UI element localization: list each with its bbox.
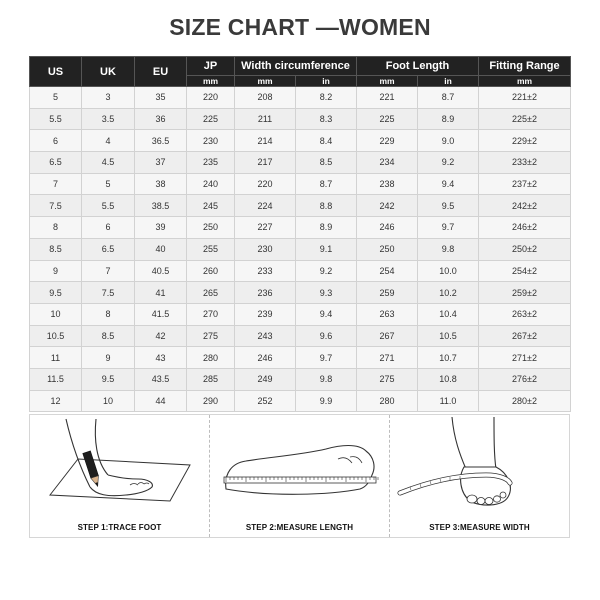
cell-foot-mm: 271: [357, 347, 418, 369]
cell-width-in: 9.1: [296, 238, 357, 260]
cell-uk: 8: [82, 303, 135, 325]
cell-width-in: 9.7: [296, 347, 357, 369]
cell-fitting-range: 254±2: [479, 260, 571, 282]
cell-width-mm: 224: [235, 195, 296, 217]
cell-eu: 44: [135, 390, 187, 412]
cell-eu: 36: [135, 108, 187, 130]
cell-foot-mm: 246: [357, 217, 418, 239]
cell-us: 8: [30, 217, 82, 239]
cell-fitting-range: 267±2: [479, 325, 571, 347]
cell-width-mm: 230: [235, 238, 296, 260]
table-row: [30, 130, 571, 152]
cell-foot-mm: 250: [357, 238, 418, 260]
table-row: [30, 238, 571, 260]
cell-us: 10.5: [30, 325, 82, 347]
header-eu: EU: [135, 57, 187, 87]
header-jp-unit: mm: [187, 76, 235, 87]
cell-width-in: 9.3: [296, 282, 357, 304]
measure-steps-panel: [29, 414, 570, 538]
cell-width-mm: 220: [235, 173, 296, 195]
cell-foot-mm: 275: [357, 368, 418, 390]
cell-jp-mm: 255: [187, 238, 235, 260]
cell-uk: 9: [82, 347, 135, 369]
cell-width-mm: 236: [235, 282, 296, 304]
table-row: [30, 260, 571, 282]
table-row: [30, 195, 571, 217]
table-row: [30, 368, 571, 390]
table-row: [30, 87, 571, 109]
cell-foot-mm: 238: [357, 173, 418, 195]
cell-foot-in: 10.8: [418, 368, 479, 390]
table-row: [30, 173, 571, 195]
header-uk: UK: [82, 57, 135, 87]
cell-foot-in: 8.9: [418, 108, 479, 130]
cell-uk: 6.5: [82, 238, 135, 260]
cell-fitting-range: 246±2: [479, 217, 571, 239]
cell-width-mm: 217: [235, 152, 296, 174]
cell-fitting-range: 276±2: [479, 368, 571, 390]
cell-us: 8.5: [30, 238, 82, 260]
cell-us: 9.5: [30, 282, 82, 304]
cell-jp-mm: 270: [187, 303, 235, 325]
cell-uk: 9.5: [82, 368, 135, 390]
cell-us: 9: [30, 260, 82, 282]
cell-width-in: 8.7: [296, 173, 357, 195]
cell-foot-in: 10.5: [418, 325, 479, 347]
table-row: [30, 152, 571, 174]
cell-eu: 41.5: [135, 303, 187, 325]
cell-foot-in: 10.4: [418, 303, 479, 325]
cell-width-in: 8.9: [296, 217, 357, 239]
cell-eu: 43.5: [135, 368, 187, 390]
cell-uk: 3: [82, 87, 135, 109]
table-row: [30, 282, 571, 304]
step-measure-length: [210, 415, 390, 537]
cell-width-in: 9.4: [296, 303, 357, 325]
cell-fitting-range: 233±2: [479, 152, 571, 174]
cell-us: 5: [30, 87, 82, 109]
cell-jp-mm: 230: [187, 130, 235, 152]
step-trace-foot: [30, 415, 210, 537]
cell-jp-mm: 235: [187, 152, 235, 174]
measure-width-icon: [390, 415, 570, 523]
cell-eu: 43: [135, 347, 187, 369]
cell-fitting-range: 229±2: [479, 130, 571, 152]
cell-width-in: 9.8: [296, 368, 357, 390]
cell-jp-mm: 225: [187, 108, 235, 130]
cell-eu: 42: [135, 325, 187, 347]
cell-eu: 38.5: [135, 195, 187, 217]
trace-foot-icon: [30, 415, 210, 523]
cell-width-mm: 252: [235, 390, 296, 412]
cell-foot-in: 10.7: [418, 347, 479, 369]
cell-jp-mm: 240: [187, 173, 235, 195]
cell-foot-mm: 259: [357, 282, 418, 304]
cell-jp-mm: 260: [187, 260, 235, 282]
table-row: [30, 108, 571, 130]
cell-foot-in: 8.7: [418, 87, 479, 109]
cell-fitting-range: 259±2: [479, 282, 571, 304]
header-width-in: in: [296, 76, 357, 87]
cell-jp-mm: 280: [187, 347, 235, 369]
table-row: [30, 390, 571, 412]
step-3-label: STEP 3:MEASURE WIDTH: [429, 523, 530, 532]
cell-uk: 4.5: [82, 152, 135, 174]
cell-width-in: 8.2: [296, 87, 357, 109]
cell-width-in: 8.3: [296, 108, 357, 130]
cell-jp-mm: 275: [187, 325, 235, 347]
cell-us: 5.5: [30, 108, 82, 130]
cell-fitting-range: 221±2: [479, 87, 571, 109]
cell-us: 10: [30, 303, 82, 325]
cell-jp-mm: 250: [187, 217, 235, 239]
cell-foot-in: 9.2: [418, 152, 479, 174]
cell-uk: 6: [82, 217, 135, 239]
table-row: [30, 217, 571, 239]
cell-uk: 8.5: [82, 325, 135, 347]
cell-eu: 39: [135, 217, 187, 239]
cell-foot-in: 9.5: [418, 195, 479, 217]
cell-foot-in: 9.8: [418, 238, 479, 260]
header-width-mm: mm: [235, 76, 296, 87]
cell-foot-in: 9.4: [418, 173, 479, 195]
cell-foot-in: 9.0: [418, 130, 479, 152]
cell-width-mm: 249: [235, 368, 296, 390]
cell-eu: 41: [135, 282, 187, 304]
measure-length-icon: [210, 415, 390, 523]
cell-foot-in: 11.0: [418, 390, 479, 412]
cell-jp-mm: 290: [187, 390, 235, 412]
cell-us: 7: [30, 173, 82, 195]
cell-foot-in: 10.2: [418, 282, 479, 304]
header-fitting-range: Fitting Range: [479, 57, 571, 76]
cell-fitting-range: 242±2: [479, 195, 571, 217]
cell-foot-in: 10.0: [418, 260, 479, 282]
page-title: SIZE CHART —WOMEN: [169, 14, 431, 40]
cell-eu: 40.5: [135, 260, 187, 282]
cell-width-mm: 214: [235, 130, 296, 152]
header-foot-in: in: [418, 76, 479, 87]
table-row: [30, 303, 571, 325]
cell-width-mm: 227: [235, 217, 296, 239]
cell-fitting-range: 237±2: [479, 173, 571, 195]
header-jp: JP: [187, 57, 235, 76]
cell-eu: 40: [135, 238, 187, 260]
step-1-label: STEP 1:TRACE FOOT: [77, 523, 162, 532]
cell-width-in: 9.9: [296, 390, 357, 412]
cell-width-mm: 233: [235, 260, 296, 282]
cell-foot-mm: 234: [357, 152, 418, 174]
cell-foot-mm: 229: [357, 130, 418, 152]
cell-width-in: 8.5: [296, 152, 357, 174]
cell-us: 11: [30, 347, 82, 369]
cell-width-mm: 239: [235, 303, 296, 325]
cell-width-mm: 243: [235, 325, 296, 347]
size-chart-table: [29, 56, 571, 412]
cell-width-in: 9.6: [296, 325, 357, 347]
cell-eu: 35: [135, 87, 187, 109]
cell-uk: 5.5: [82, 195, 135, 217]
cell-us: 6: [30, 130, 82, 152]
cell-fitting-range: 280±2: [479, 390, 571, 412]
cell-uk: 3.5: [82, 108, 135, 130]
cell-eu: 36.5: [135, 130, 187, 152]
cell-us: 6.5: [30, 152, 82, 174]
cell-foot-mm: 225: [357, 108, 418, 130]
cell-width-mm: 208: [235, 87, 296, 109]
cell-foot-in: 9.7: [418, 217, 479, 239]
cell-foot-mm: 280: [357, 390, 418, 412]
cell-uk: 7.5: [82, 282, 135, 304]
cell-uk: 7: [82, 260, 135, 282]
table-row: [30, 325, 571, 347]
cell-us: 11.5: [30, 368, 82, 390]
cell-foot-mm: 221: [357, 87, 418, 109]
cell-width-in: 9.2: [296, 260, 357, 282]
cell-width-mm: 246: [235, 347, 296, 369]
cell-foot-mm: 263: [357, 303, 418, 325]
cell-width-in: 8.4: [296, 130, 357, 152]
cell-jp-mm: 265: [187, 282, 235, 304]
header-width-circumference: Width circumference: [235, 57, 357, 76]
header-us: US: [30, 57, 82, 87]
cell-us: 12: [30, 390, 82, 412]
step-measure-width: [390, 415, 569, 537]
cell-fitting-range: 263±2: [479, 303, 571, 325]
cell-fitting-range: 225±2: [479, 108, 571, 130]
header-foot-mm: mm: [357, 76, 418, 87]
cell-us: 7.5: [30, 195, 82, 217]
cell-jp-mm: 220: [187, 87, 235, 109]
cell-uk: 5: [82, 173, 135, 195]
cell-eu: 37: [135, 152, 187, 174]
cell-uk: 10: [82, 390, 135, 412]
cell-foot-mm: 267: [357, 325, 418, 347]
header-foot-length: Foot Length: [357, 57, 479, 76]
header-fit-unit: mm: [479, 76, 571, 87]
cell-fitting-range: 250±2: [479, 238, 571, 260]
cell-eu: 38: [135, 173, 187, 195]
cell-foot-mm: 254: [357, 260, 418, 282]
step-2-label: STEP 2:MEASURE LENGTH: [245, 523, 354, 532]
cell-fitting-range: 271±2: [479, 347, 571, 369]
table-row: [30, 347, 571, 369]
cell-width-in: 8.8: [296, 195, 357, 217]
cell-uk: 4: [82, 130, 135, 152]
cell-foot-mm: 242: [357, 195, 418, 217]
cell-jp-mm: 285: [187, 368, 235, 390]
cell-jp-mm: 245: [187, 195, 235, 217]
cell-width-mm: 211: [235, 108, 296, 130]
